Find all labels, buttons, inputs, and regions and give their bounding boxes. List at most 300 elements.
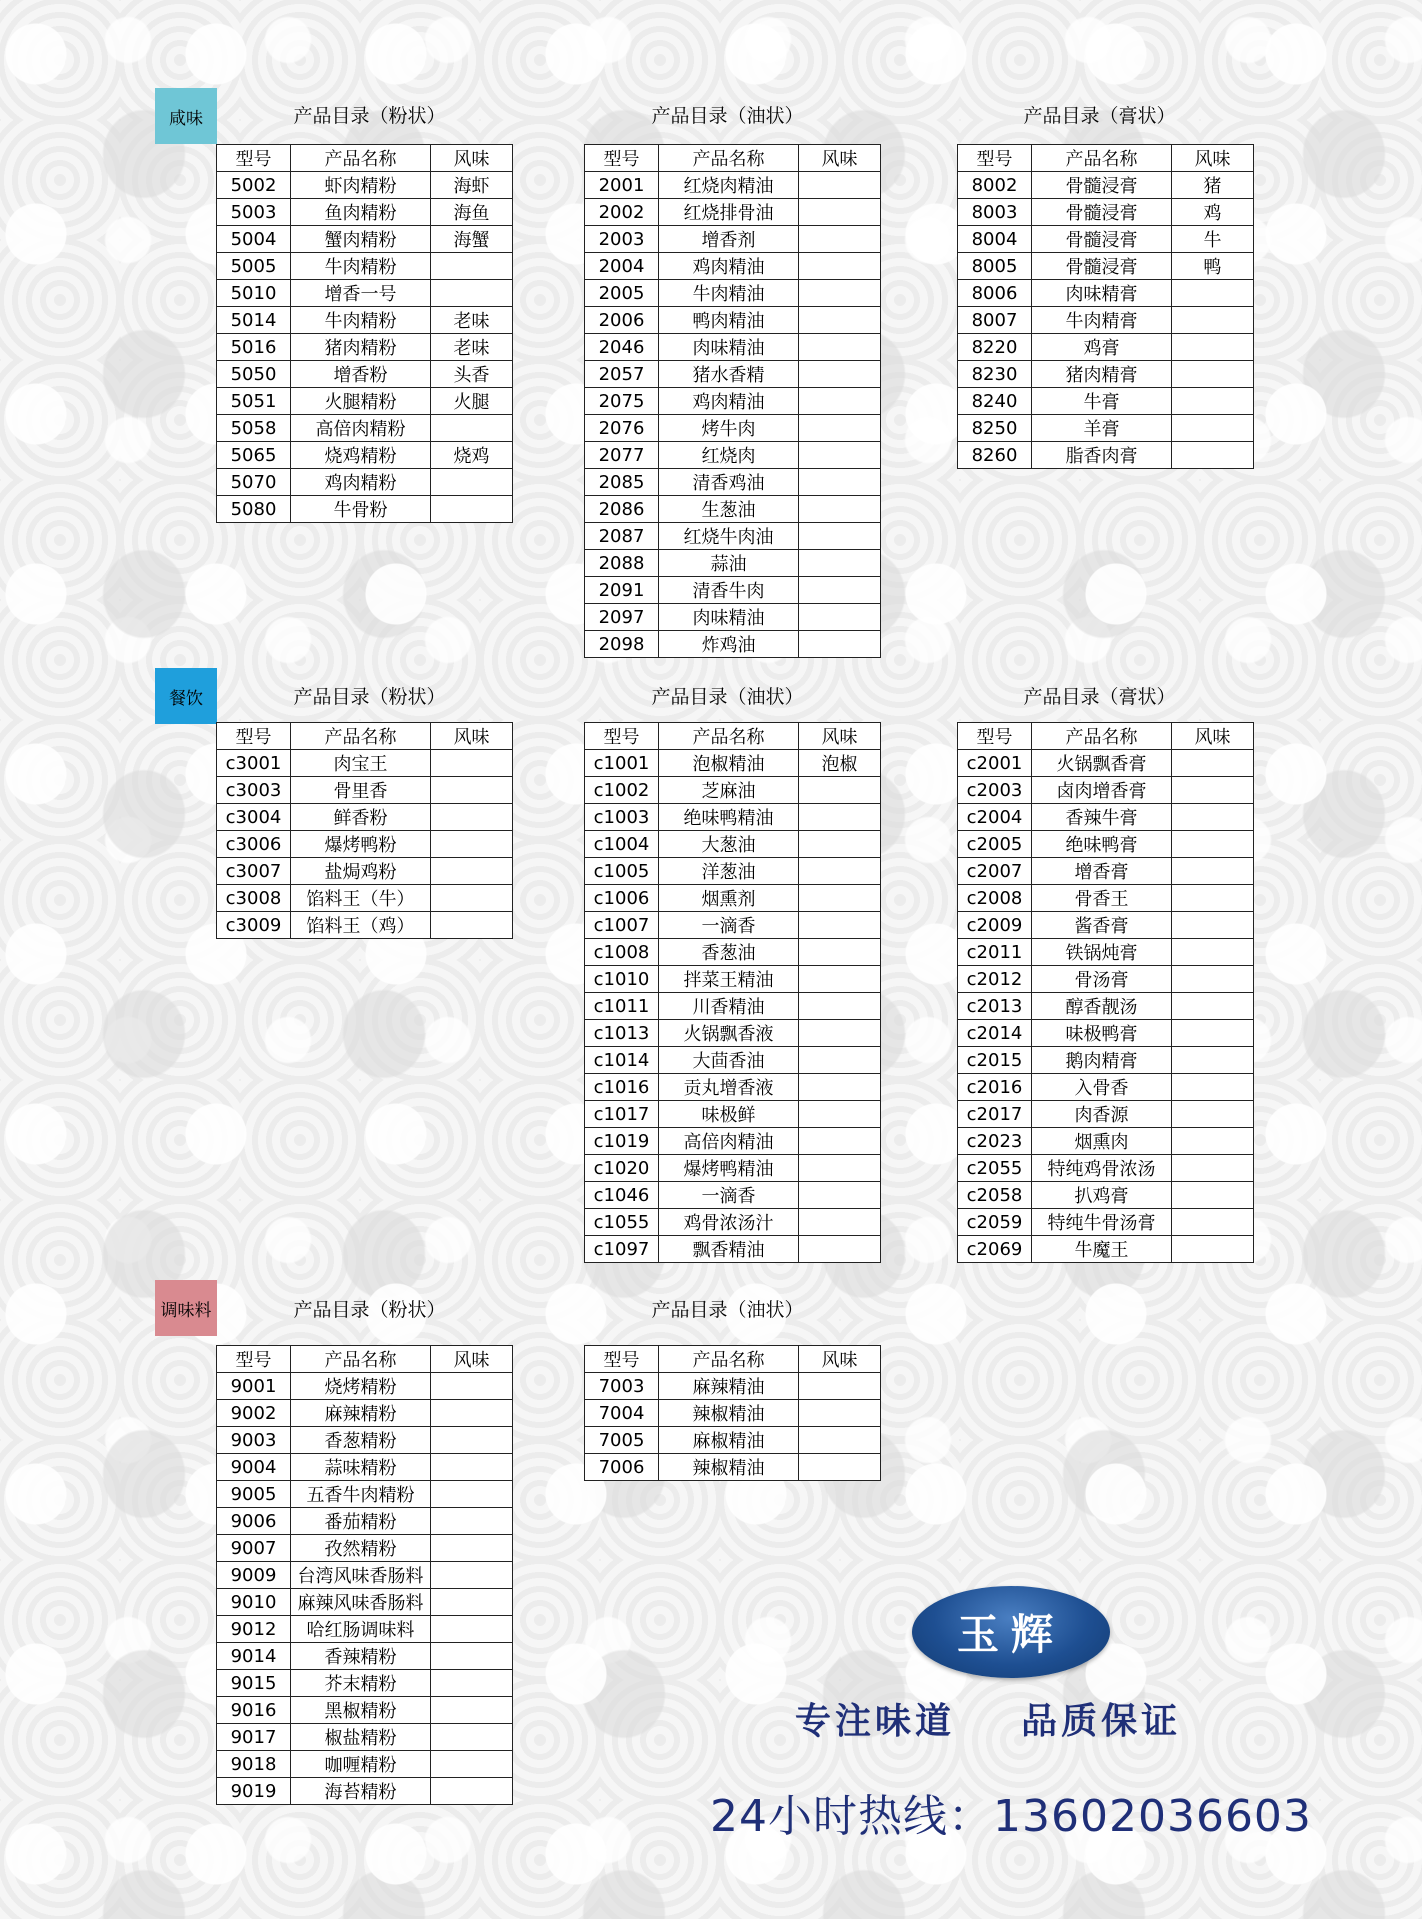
cell-flavor (799, 1074, 881, 1101)
table-row (585, 1074, 881, 1101)
cell-flavor (799, 199, 881, 226)
header-name: 产品名称 (1032, 723, 1172, 750)
cell-name: 芝麻油 (659, 777, 799, 804)
cell-name: 增香粉 (291, 361, 431, 388)
cell-name: 骨里香 (291, 777, 431, 804)
header-code: 型号 (217, 723, 291, 750)
table-row (217, 388, 513, 415)
table-row (958, 858, 1254, 885)
cell-name: 大葱油 (659, 831, 799, 858)
cell-flavor (1172, 858, 1254, 885)
cell-name: 芥末精粉 (291, 1670, 431, 1697)
table-row (958, 199, 1254, 226)
table-row (958, 993, 1254, 1020)
cell-code: 5002 (217, 172, 291, 199)
cell-flavor (431, 858, 513, 885)
cell-flavor: 鸭 (1172, 253, 1254, 280)
cell-code: c1017 (585, 1101, 659, 1128)
cell-flavor (799, 496, 881, 523)
cell-flavor: 老味 (431, 307, 513, 334)
table-row (585, 912, 881, 939)
table-row (958, 1236, 1254, 1263)
cell-flavor (799, 804, 881, 831)
cell-code: 8003 (958, 199, 1032, 226)
cell-code: 2086 (585, 496, 659, 523)
cell-name: 贡丸增香液 (659, 1074, 799, 1101)
header-name: 产品名称 (291, 723, 431, 750)
cell-code: c2012 (958, 966, 1032, 993)
table-row (585, 1427, 881, 1454)
header-name: 产品名称 (1032, 145, 1172, 172)
table-row (217, 1697, 513, 1724)
cell-name: 生葱油 (659, 496, 799, 523)
cell-flavor (431, 280, 513, 307)
cell-name: 特纯鸡骨浓汤 (1032, 1155, 1172, 1182)
cell-flavor (1172, 750, 1254, 777)
cell-code: c1097 (585, 1236, 659, 1263)
cell-name: 辣椒精油 (659, 1400, 799, 1427)
cell-name: 增香膏 (1032, 858, 1172, 885)
cell-flavor (1172, 442, 1254, 469)
cell-code: c3007 (217, 858, 291, 885)
brand-slogan: 专注味道 品质保证 (795, 1700, 1182, 1742)
table-row (958, 172, 1254, 199)
cell-flavor (1172, 966, 1254, 993)
cell-flavor (1172, 1101, 1254, 1128)
cell-name: 烟熏肉 (1032, 1128, 1172, 1155)
cell-name: 红烧肉精油 (659, 172, 799, 199)
brand-logo: 玉辉 (912, 1586, 1110, 1678)
cell-name: 番茄精粉 (291, 1508, 431, 1535)
table-row (958, 253, 1254, 280)
table-row (585, 1182, 881, 1209)
cell-flavor (431, 415, 513, 442)
cell-flavor: 海鱼 (431, 199, 513, 226)
table-row (217, 1454, 513, 1481)
table-row (958, 885, 1254, 912)
cell-name: 特纯牛骨汤膏 (1032, 1209, 1172, 1236)
cell-code: 5065 (217, 442, 291, 469)
cell-code: c1008 (585, 939, 659, 966)
cell-name: 清香鸡油 (659, 469, 799, 496)
header-name: 产品名称 (291, 145, 431, 172)
header-name: 产品名称 (659, 145, 799, 172)
cell-flavor (799, 1047, 881, 1074)
cell-code: 8230 (958, 361, 1032, 388)
cell-code: c2003 (958, 777, 1032, 804)
cell-code: c1020 (585, 1155, 659, 1182)
cell-code: 8220 (958, 334, 1032, 361)
table-row (958, 280, 1254, 307)
table-row (217, 1373, 513, 1400)
cell-name: 炸鸡油 (659, 631, 799, 658)
cell-code: 9003 (217, 1427, 291, 1454)
cell-code: c2058 (958, 1182, 1032, 1209)
cell-flavor (799, 831, 881, 858)
table-header-row (217, 145, 513, 172)
cell-code: c2009 (958, 912, 1032, 939)
cell-flavor (1172, 804, 1254, 831)
header-name: 产品名称 (291, 1346, 431, 1373)
cell-name: 辣椒精油 (659, 1454, 799, 1481)
table-row (217, 442, 513, 469)
cell-name: 烧鸡精粉 (291, 442, 431, 469)
cell-name: 骨髓浸膏 (1032, 172, 1172, 199)
header-code: 型号 (958, 723, 1032, 750)
cell-code: c1013 (585, 1020, 659, 1047)
cell-name: 鸡膏 (1032, 334, 1172, 361)
cell-code: c2069 (958, 1236, 1032, 1263)
cell-flavor (799, 253, 881, 280)
cell-flavor: 鸡 (1172, 199, 1254, 226)
cell-code: 2001 (585, 172, 659, 199)
cell-code: c2055 (958, 1155, 1032, 1182)
table-row (585, 750, 881, 777)
cell-flavor (1172, 1209, 1254, 1236)
cell-flavor: 海蟹 (431, 226, 513, 253)
table-row (585, 604, 881, 631)
cell-name: 蒜味精粉 (291, 1454, 431, 1481)
cell-code: c1004 (585, 831, 659, 858)
cell-flavor (1172, 307, 1254, 334)
cell-name: 骨髓浸膏 (1032, 226, 1172, 253)
cell-name: 红烧排骨油 (659, 199, 799, 226)
cell-code: c2007 (958, 858, 1032, 885)
table-row (958, 334, 1254, 361)
cell-code: 9010 (217, 1589, 291, 1616)
cell-code: 5058 (217, 415, 291, 442)
cell-code: c2001 (958, 750, 1032, 777)
table-row (217, 253, 513, 280)
cell-code: 2003 (585, 226, 659, 253)
header-code: 型号 (585, 1346, 659, 1373)
cell-flavor (1172, 334, 1254, 361)
cell-code: 9015 (217, 1670, 291, 1697)
cell-flavor (1172, 1155, 1254, 1182)
cell-name: 洋葱油 (659, 858, 799, 885)
heading-salty-oil: 产品目录（油状） (651, 105, 804, 127)
table-row (217, 885, 513, 912)
cell-code: 9019 (217, 1778, 291, 1805)
header-flavor: 风味 (431, 145, 513, 172)
table-row (958, 1155, 1254, 1182)
cell-flavor (799, 939, 881, 966)
table-row (217, 1562, 513, 1589)
table-row (585, 1209, 881, 1236)
cell-name: 卤肉增香膏 (1032, 777, 1172, 804)
table-row (585, 777, 881, 804)
cell-flavor (431, 750, 513, 777)
cell-name: 羊膏 (1032, 415, 1172, 442)
cell-name: 高倍肉精油 (659, 1128, 799, 1155)
cell-flavor (1172, 831, 1254, 858)
cell-flavor (431, 1481, 513, 1508)
cell-name: 馅料王（鸡） (291, 912, 431, 939)
cell-name: 骨髓浸膏 (1032, 253, 1172, 280)
cell-flavor (1172, 885, 1254, 912)
cell-flavor (799, 777, 881, 804)
cell-flavor (799, 1373, 881, 1400)
cell-flavor (799, 334, 881, 361)
cell-name: 猪水香精 (659, 361, 799, 388)
cell-flavor (799, 172, 881, 199)
cell-code: c1014 (585, 1047, 659, 1074)
table-row (217, 1670, 513, 1697)
cell-name: 牛肉精粉 (291, 253, 431, 280)
table-row (585, 334, 881, 361)
cell-flavor (431, 912, 513, 939)
cell-name: 烟熏剂 (659, 885, 799, 912)
cell-code: 2075 (585, 388, 659, 415)
table-row (585, 199, 881, 226)
table-row (585, 307, 881, 334)
cell-name: 鸡肉精油 (659, 388, 799, 415)
cell-code: 8250 (958, 415, 1032, 442)
header-flavor: 风味 (799, 145, 881, 172)
table-row (585, 415, 881, 442)
cell-flavor (799, 631, 881, 658)
table-row (585, 1236, 881, 1263)
table-row (585, 831, 881, 858)
table-row (585, 858, 881, 885)
cell-code: c2005 (958, 831, 1032, 858)
table-row (585, 577, 881, 604)
cell-name: 鱼肉精粉 (291, 199, 431, 226)
cell-code: 2085 (585, 469, 659, 496)
table-row (217, 307, 513, 334)
cell-code: c1007 (585, 912, 659, 939)
table-salty-oil (584, 144, 881, 658)
cell-flavor (799, 1427, 881, 1454)
cell-name: 泡椒精油 (659, 750, 799, 777)
cell-name: 牛骨粉 (291, 496, 431, 523)
cell-code: 9005 (217, 1481, 291, 1508)
cell-name: 增香一号 (291, 280, 431, 307)
cell-name: 红烧肉 (659, 442, 799, 469)
cell-name: 麻椒精油 (659, 1427, 799, 1454)
cell-name: 肉味精油 (659, 334, 799, 361)
cell-flavor (1172, 1074, 1254, 1101)
cell-flavor (1172, 361, 1254, 388)
cell-name: 黑椒精粉 (291, 1697, 431, 1724)
header-code: 型号 (217, 1346, 291, 1373)
heading-seasoning-powder: 产品目录（粉状） (293, 1299, 446, 1321)
table-header-row (585, 1346, 881, 1373)
cell-flavor (431, 1751, 513, 1778)
cell-name: 香辣牛膏 (1032, 804, 1172, 831)
cell-code: 2077 (585, 442, 659, 469)
cell-code: 9004 (217, 1454, 291, 1481)
table-row (585, 1101, 881, 1128)
cell-code: c2013 (958, 993, 1032, 1020)
cell-flavor (431, 1589, 513, 1616)
cell-code: 8260 (958, 442, 1032, 469)
cell-code: 9017 (217, 1724, 291, 1751)
cell-flavor (431, 496, 513, 523)
table-header-row (958, 145, 1254, 172)
cell-code: 2005 (585, 280, 659, 307)
cell-name: 香辣精粉 (291, 1643, 431, 1670)
cell-flavor (799, 1155, 881, 1182)
cell-code: 9014 (217, 1643, 291, 1670)
cell-name: 猪肉精膏 (1032, 361, 1172, 388)
cell-code: 2057 (585, 361, 659, 388)
cell-flavor (431, 885, 513, 912)
cell-code: c2017 (958, 1101, 1032, 1128)
cell-code: 7006 (585, 1454, 659, 1481)
table-row (217, 1751, 513, 1778)
cell-flavor: 烧鸡 (431, 442, 513, 469)
cell-flavor (1172, 1236, 1254, 1263)
cell-code: 2098 (585, 631, 659, 658)
cell-name: 火腿精粉 (291, 388, 431, 415)
table-row (585, 1155, 881, 1182)
cell-code: 5003 (217, 199, 291, 226)
cell-name: 绝味鸭膏 (1032, 831, 1172, 858)
table-row (585, 1047, 881, 1074)
table-row (217, 1508, 513, 1535)
cell-name: 牛肉精粉 (291, 307, 431, 334)
cell-name: 牛膏 (1032, 388, 1172, 415)
table-row (217, 1778, 513, 1805)
table-row (585, 550, 881, 577)
table-row (958, 442, 1254, 469)
cell-name: 麻辣精粉 (291, 1400, 431, 1427)
cell-flavor (799, 966, 881, 993)
table-seasoning-powder (216, 1345, 513, 1805)
table-row (585, 361, 881, 388)
cell-flavor (799, 604, 881, 631)
table-row (958, 307, 1254, 334)
table-row (958, 912, 1254, 939)
table-row (217, 172, 513, 199)
cell-flavor (431, 1724, 513, 1751)
table-row (217, 1481, 513, 1508)
cell-flavor (431, 469, 513, 496)
cell-name: 孜然精粉 (291, 1535, 431, 1562)
cell-flavor: 火腿 (431, 388, 513, 415)
cell-code: 7005 (585, 1427, 659, 1454)
cell-flavor (431, 1535, 513, 1562)
cell-name: 海苔精粉 (291, 1778, 431, 1805)
cell-name: 爆烤鸭粉 (291, 831, 431, 858)
cell-flavor (799, 361, 881, 388)
cell-code: 5005 (217, 253, 291, 280)
cell-code: 2097 (585, 604, 659, 631)
cell-flavor (799, 993, 881, 1020)
table-row (217, 1535, 513, 1562)
table-row (585, 469, 881, 496)
cell-name: 高倍肉精粉 (291, 415, 431, 442)
cell-name: 拌菜王精油 (659, 966, 799, 993)
table-row (958, 1020, 1254, 1047)
header-flavor: 风味 (431, 723, 513, 750)
table-row (958, 831, 1254, 858)
cell-code: c3004 (217, 804, 291, 831)
table-row (958, 1047, 1254, 1074)
table-row (217, 1427, 513, 1454)
cell-flavor (431, 831, 513, 858)
cell-flavor (799, 388, 881, 415)
cell-flavor (799, 1020, 881, 1047)
header-flavor: 风味 (799, 1346, 881, 1373)
cell-flavor (431, 1400, 513, 1427)
table-salty-paste (957, 144, 1254, 469)
cell-name: 虾肉精粉 (291, 172, 431, 199)
cell-code: c1046 (585, 1182, 659, 1209)
cell-name: 鹅肉精膏 (1032, 1047, 1172, 1074)
table-row (585, 885, 881, 912)
header-flavor: 风味 (1172, 723, 1254, 750)
cell-name: 鸡肉精粉 (291, 469, 431, 496)
table-row (585, 804, 881, 831)
cell-name: 烤牛肉 (659, 415, 799, 442)
cell-flavor (799, 307, 881, 334)
cell-code: c3008 (217, 885, 291, 912)
table-row (217, 912, 513, 939)
table-row (217, 1400, 513, 1427)
cell-code: 7004 (585, 1400, 659, 1427)
cell-flavor (431, 1508, 513, 1535)
cell-name: 一滴香 (659, 912, 799, 939)
cell-flavor (1172, 912, 1254, 939)
table-row (585, 280, 881, 307)
cell-name: 五香牛肉精粉 (291, 1481, 431, 1508)
hotline: 24小时热线：13602036603 (710, 1791, 1312, 1842)
table-row (585, 1373, 881, 1400)
cell-name: 肉味精膏 (1032, 280, 1172, 307)
cell-flavor (431, 1616, 513, 1643)
table-row (585, 388, 881, 415)
table-row (585, 1020, 881, 1047)
cell-name: 麻辣风味香肠料 (291, 1589, 431, 1616)
cell-code: 9018 (217, 1751, 291, 1778)
cell-flavor (1172, 939, 1254, 966)
heading-dining-paste: 产品目录（膏状） (1023, 686, 1176, 708)
cell-flavor (431, 1373, 513, 1400)
cell-code: 2088 (585, 550, 659, 577)
cell-code: c2015 (958, 1047, 1032, 1074)
table-row (217, 496, 513, 523)
table-header-row (585, 145, 881, 172)
cell-name: 香葱油 (659, 939, 799, 966)
cell-name: 鸭肉精油 (659, 307, 799, 334)
table-row (585, 496, 881, 523)
table-row (958, 804, 1254, 831)
table-row (958, 1101, 1254, 1128)
cell-name: 烧烤精粉 (291, 1373, 431, 1400)
cell-code: 8004 (958, 226, 1032, 253)
cell-name: 绝味鸭精油 (659, 804, 799, 831)
cell-flavor (799, 858, 881, 885)
cell-code: c1010 (585, 966, 659, 993)
cell-code: 9001 (217, 1373, 291, 1400)
cell-code: c2023 (958, 1128, 1032, 1155)
cell-flavor (431, 1562, 513, 1589)
table-row (958, 361, 1254, 388)
cell-flavor: 泡椒 (799, 750, 881, 777)
header-code: 型号 (958, 145, 1032, 172)
cell-code: 5080 (217, 496, 291, 523)
cell-flavor (799, 885, 881, 912)
cell-code: 5051 (217, 388, 291, 415)
cell-flavor: 老味 (431, 334, 513, 361)
table-row (585, 966, 881, 993)
table-dining-powder (216, 722, 513, 939)
cell-code: 8002 (958, 172, 1032, 199)
cell-name: 味极鲜 (659, 1101, 799, 1128)
cell-code: c1006 (585, 885, 659, 912)
